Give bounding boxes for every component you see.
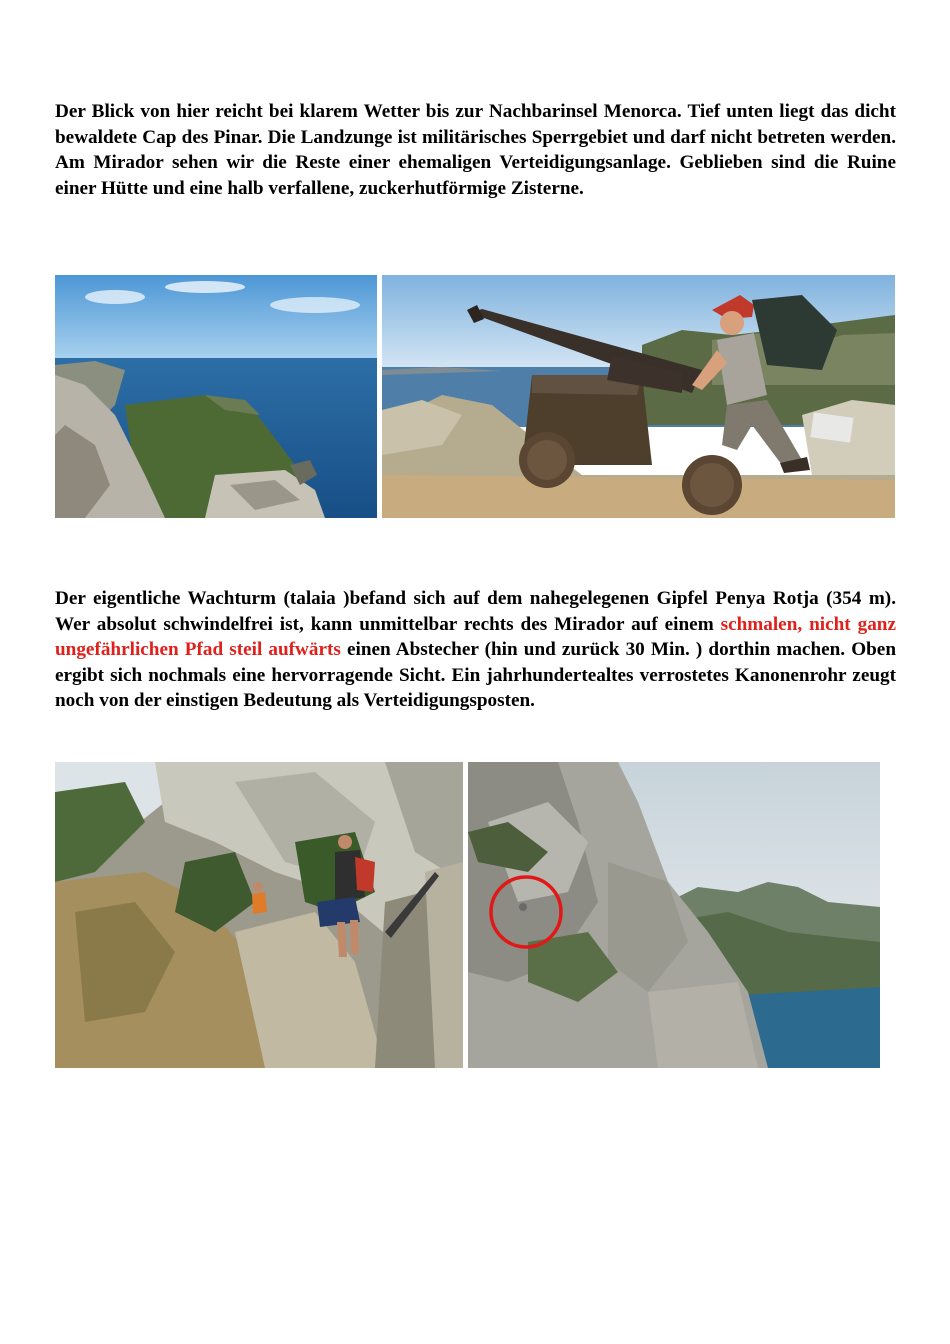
photo-cliff-bay-marked — [468, 762, 880, 1068]
photo-rocky-path-hikers — [55, 762, 463, 1068]
photo-cannon-hiker — [382, 275, 895, 518]
watchtower-text-start: Der eigentliche Wachturm (talaia )befand sich auf dem nahegelegenen Gipfel Penya Rotja (354 m). Wer absolut schwindelfrei ist, kann unmittelbar rechts des Mirador auf einem — [55, 588, 896, 635]
paragraph-watchtower — [55, 586, 896, 714]
paragraph-mirador-view: Der Blick von hier reicht bei klarem Wetter bis zur Nachbarinsel Menorca. Tief unten liegt das dicht bewaldete Cap des Pinar. Die Landzunge ist militärisches Sperrgebiet und darf nicht betreten werden. Am Mirador sehen wir die Reste einer ehemaligen Verteidigungsanlage. Geblieben sind die Ruine einer Hütte und eine halb verfallene, zuckerhutförmige Zisterne. — [55, 101, 896, 199]
highlight-path-warning: schmalen, nicht ganz ungefährlichen Pfad steil aufwärts — [55, 613, 896, 660]
watchtower-text-end: einen Abstecher (hin und zurück 30 Min. ) dorthin machen. Oben ergibt sich nochmals eine hervorragende Sicht. Ein jahrhundertealtes verrostetes Kanonenrohr zeugt noch von der einstigen Bedeutung als Verteidigungsposten. — [55, 639, 896, 711]
photo-coastal-view — [55, 275, 377, 518]
